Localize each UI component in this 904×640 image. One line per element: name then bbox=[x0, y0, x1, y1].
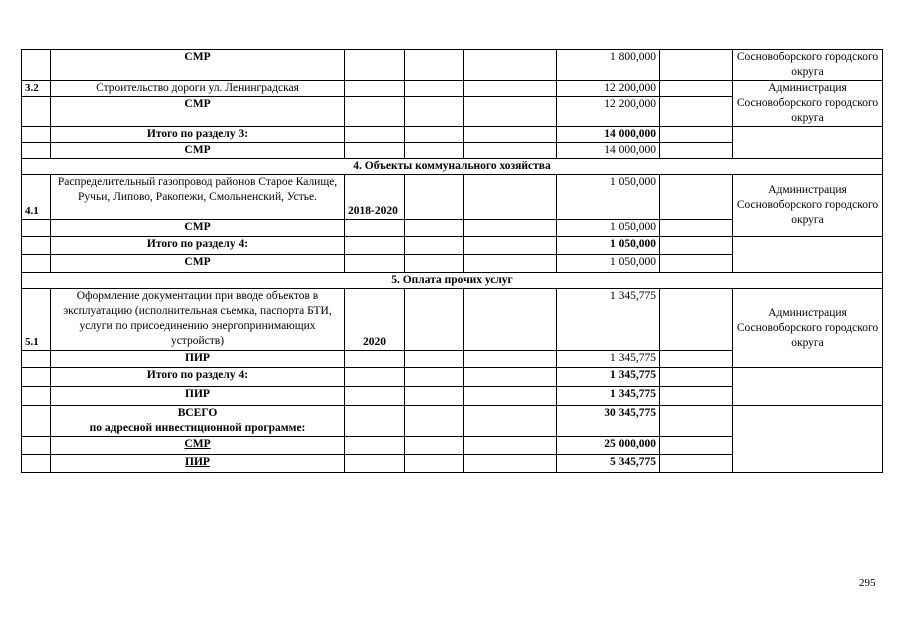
smr-label: СМР bbox=[51, 220, 345, 237]
section-total-label: Итого по разделу 3: bbox=[51, 127, 345, 143]
admin-cell: Администрация Сосновоборского городского округа bbox=[733, 175, 883, 237]
smr-label: СМР bbox=[51, 437, 345, 455]
smr-label: СМР bbox=[51, 50, 345, 81]
section-total-label: Итого по разделу 4: bbox=[51, 237, 345, 255]
amount-cell: 12 200,000 bbox=[557, 97, 660, 127]
amount-cell: 1 050,000 bbox=[557, 255, 660, 273]
grand-total-label bbox=[51, 406, 345, 437]
grand-total-label-line2: по адресной инвестиционной программе: bbox=[89, 422, 306, 434]
section-total-label: Итого по разделу 4: bbox=[51, 368, 345, 387]
table-row bbox=[22, 50, 883, 81]
admin-cell: Администрация Сосновоборского городского округа bbox=[733, 81, 883, 127]
pir-label: ПИР bbox=[51, 387, 345, 406]
admin-cell: Администрация Сосновоборского городского округа bbox=[733, 289, 883, 368]
section-total-amount: 14 000,000 bbox=[557, 127, 660, 143]
table-row bbox=[22, 175, 883, 220]
amount-cell: 5 345,775 bbox=[557, 455, 660, 473]
amount-cell: 14 000,000 bbox=[557, 143, 660, 159]
amount-cell: 25 000,000 bbox=[557, 437, 660, 455]
table-row bbox=[22, 289, 883, 351]
item-number: 5.1 bbox=[22, 289, 51, 351]
item-title: Строительство дороги ул. Ленинградская bbox=[51, 81, 345, 97]
amount-cell: 1 345,775 bbox=[557, 351, 660, 368]
years-cell: 2018-2020 bbox=[345, 175, 405, 220]
item-number: 4.1 bbox=[22, 175, 51, 220]
section-title: 5. Оплата прочих услуг bbox=[22, 273, 883, 289]
table-row bbox=[22, 368, 883, 387]
section-total-amount: 1 050,000 bbox=[557, 237, 660, 255]
section-header-row bbox=[22, 273, 883, 289]
admin-cell: Сосновоборского городского округа bbox=[733, 50, 883, 81]
grand-total-label-line1: ВСЕГО bbox=[177, 407, 218, 419]
table-row bbox=[22, 127, 883, 143]
pir-label: ПИР bbox=[51, 455, 345, 473]
item-title: Оформление документации при вводе объектов в эксплуатацию (исполнительная съемка, паспорта БТИ, услуги по присоединению энергопринимающих устройств) bbox=[51, 289, 345, 351]
grand-total-amount: 30 345,775 bbox=[557, 406, 660, 437]
section-total-amount: 1 345,775 bbox=[557, 368, 660, 387]
section-title: 4. Объекты коммунального хозяйства bbox=[22, 159, 883, 175]
page-number: 295 bbox=[859, 577, 876, 589]
investment-program-table bbox=[21, 49, 883, 473]
pir-label: ПИР bbox=[51, 351, 345, 368]
smr-label: СМР bbox=[51, 255, 345, 273]
amount-cell: 1 345,775 bbox=[557, 289, 660, 351]
amount-cell: 1 050,000 bbox=[557, 220, 660, 237]
item-number: 3.2 bbox=[22, 81, 51, 97]
table-row bbox=[22, 81, 883, 97]
item-title: Распределительный газопровод районов Старое Калище, Ручьи, Липово, Ракопежи, Смольненский, Устье. bbox=[51, 175, 345, 220]
years-cell: 2020 bbox=[345, 289, 405, 351]
grand-total-row bbox=[22, 406, 883, 437]
section-header-row bbox=[22, 159, 883, 175]
amount-cell: 1 345,775 bbox=[557, 387, 660, 406]
table-row bbox=[22, 237, 883, 255]
amount-cell: 1 050,000 bbox=[557, 175, 660, 220]
amount-cell: 12 200,000 bbox=[557, 81, 660, 97]
smr-label: СМР bbox=[51, 143, 345, 159]
amount-cell: 1 800,000 bbox=[557, 50, 660, 81]
smr-label: СМР bbox=[51, 97, 345, 127]
